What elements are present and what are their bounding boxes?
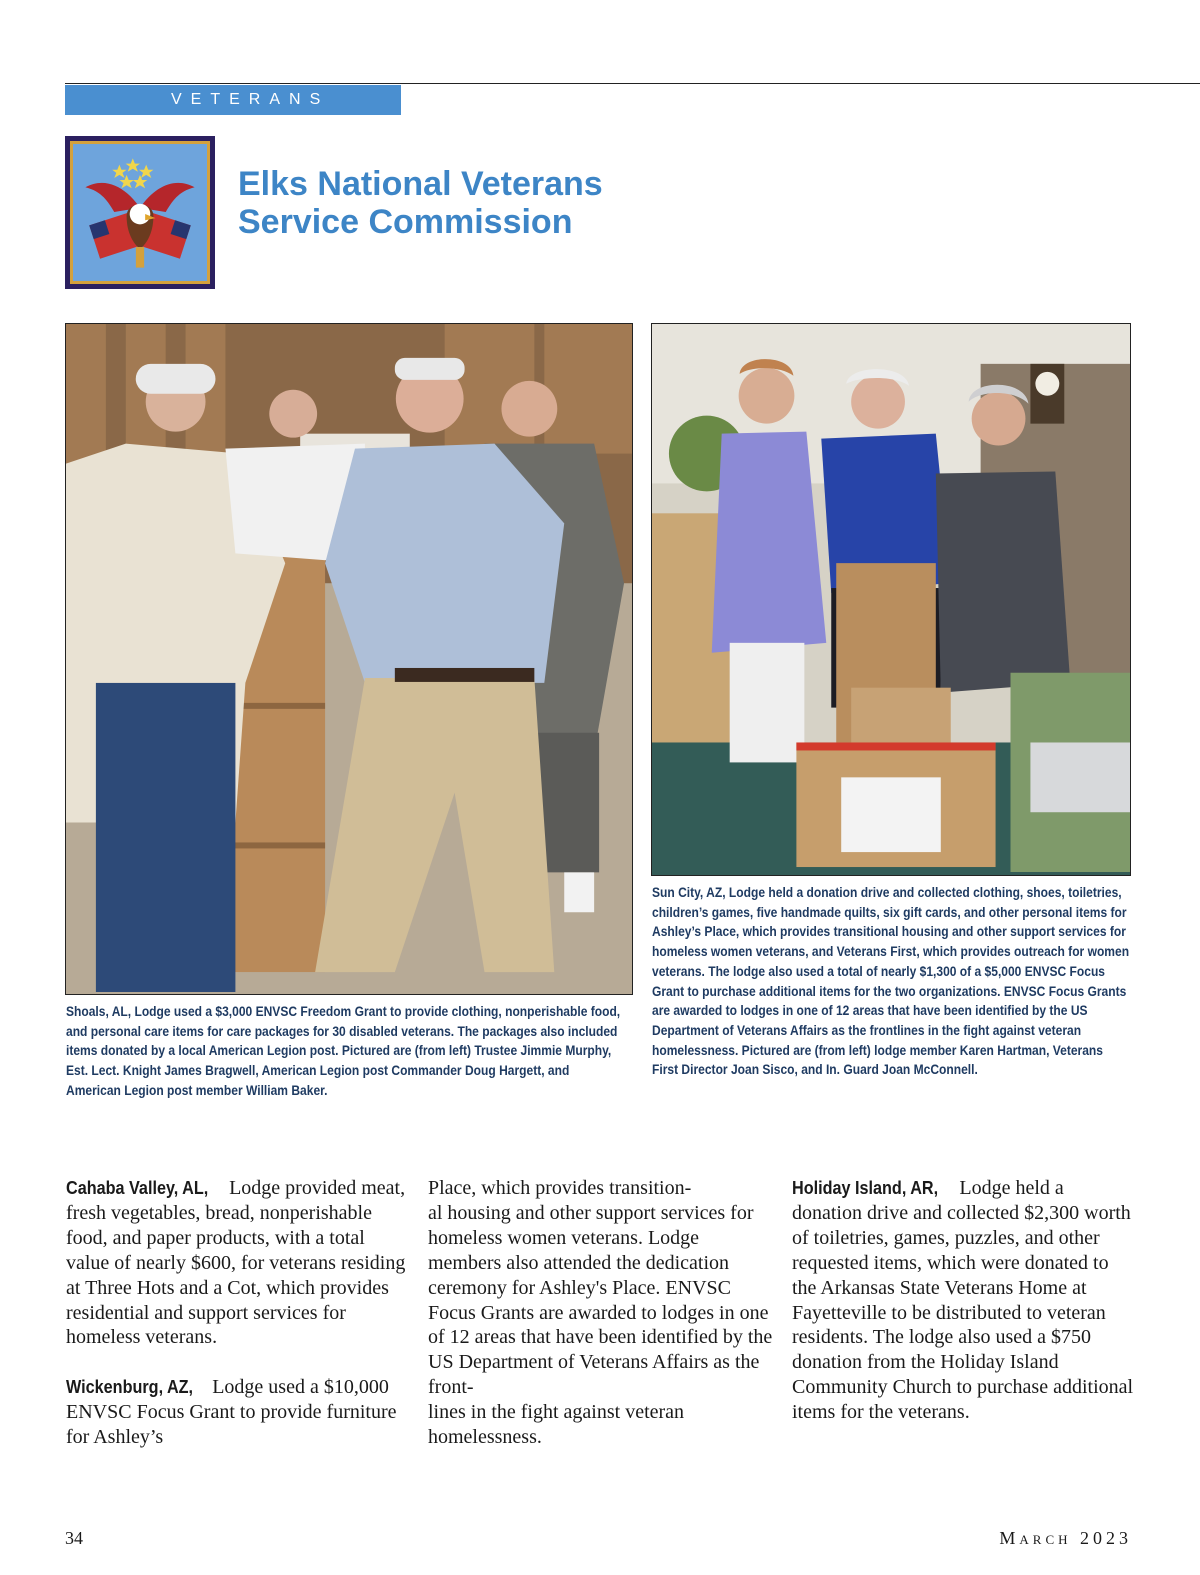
article-holiday-island	[792, 1176, 1137, 1425]
eagle-flags-emblem-icon	[65, 136, 215, 289]
photo-caption-shoals	[66, 1002, 625, 1101]
article-lede-wickenburg: Wickenburg, AZ,	[66, 1377, 194, 1398]
article-lede-holiday-island: Holiday Island, AR,	[792, 1178, 939, 1198]
title-line-1: Elks National Veterans	[238, 165, 603, 203]
page-number: 34	[65, 1528, 83, 1548]
article-wickenburg-continued: Place, which provides transition- al housing and other support services for homeless women veterans. Lodge members also attended the dedication ceremony for Ashley's Place. ENVSC Focus Grants are awarded to lodges in one of 12 areas that have been identified by the US Department of Veterans Affairs as the front- lines in the fight against veteran homelessness.	[428, 1177, 773, 1449]
article-text-cahaba-valley: Lodge provided meat, fresh vegetables, bread, nonperishable food, and paper products, with a total value of nearly $600, for veterans residing at Three Hots and a Cot, which provides residential and support services for homeless veterans.	[66, 1177, 406, 1349]
title-line-2: Service Commission	[238, 203, 573, 241]
top-rule	[65, 83, 1200, 84]
article-column-3	[792, 1176, 1137, 1450]
caption-text-shoals: Lodge used a $3,000 ENVSC Freedom Grant to provide clothing, nonperishable food, and personal care items for care packages for 30 disabled veterans. The packages also included items donated by a local American Legion post. Pictured are (from left) Trustee Jimmie Murphy, Est. Lect. Knight James Bragwell, American Legion post Commander Doug Hargett, and American Legion post member William Baker.	[66, 1003, 621, 1098]
article-wickenburg-start	[66, 1375, 411, 1450]
caption-text-sun-city: Lodge held a donation drive and collected clothing, shoes, toiletries, children’s games, five handmade quilts, six gift cards, and other personal items for Ashley’s Place, which provides transitional housing and other support services for homeless women veterans, and Veterans First, which provides outreach for women veterans. The lodge also used a total of nearly $1,300 of a $5,000 ENVSC Focus Grant to purchase additional items for the two organizations. ENVSC Focus Grants are awarded to lodges in one of 12 areas that have been identified by the US Department of Veterans Affairs as the frontlines in the fight against veteran homelessness. Pictured are (from left) lodge member Karen Hartman, Veterans First Director Joan Sisco, and In. Guard Joan McConnell.	[652, 884, 1130, 1078]
caption-lede-shoals: Shoals, AL,	[66, 1003, 132, 1019]
article-column-2	[428, 1176, 773, 1475]
article-text-holiday-island: Lodge held a donation drive and collected $2,300 worth of toiletries, games, puzzles, and other requested items, which were donated to the Arkansas State Veterans Home at Fayetteville to be distributed to veteran residents. The lodge also used a $750 donation from the Holiday Island Community Church to purchase additional items for the veterans.	[792, 1177, 1134, 1424]
page-title	[238, 165, 603, 241]
section-label: VETERANS	[65, 85, 401, 115]
group-photo-shoals-icon	[65, 323, 633, 995]
photo-caption-sun-city	[652, 883, 1130, 1080]
article-lede-cahaba-valley: Cahaba Valley, AL,	[66, 1178, 209, 1198]
article-text-wickenburg: Lodge used a $10,000 ENVSC Focus Grant to provide furniture for Ashley’s	[66, 1376, 397, 1449]
caption-lede-sun-city: Sun City, AZ,	[652, 884, 726, 900]
group-photo-sun-city-icon	[651, 323, 1131, 876]
article-cahaba-valley	[66, 1176, 411, 1350]
issue-date: March 2023	[999, 1528, 1132, 1548]
article-column-1	[66, 1176, 411, 1475]
